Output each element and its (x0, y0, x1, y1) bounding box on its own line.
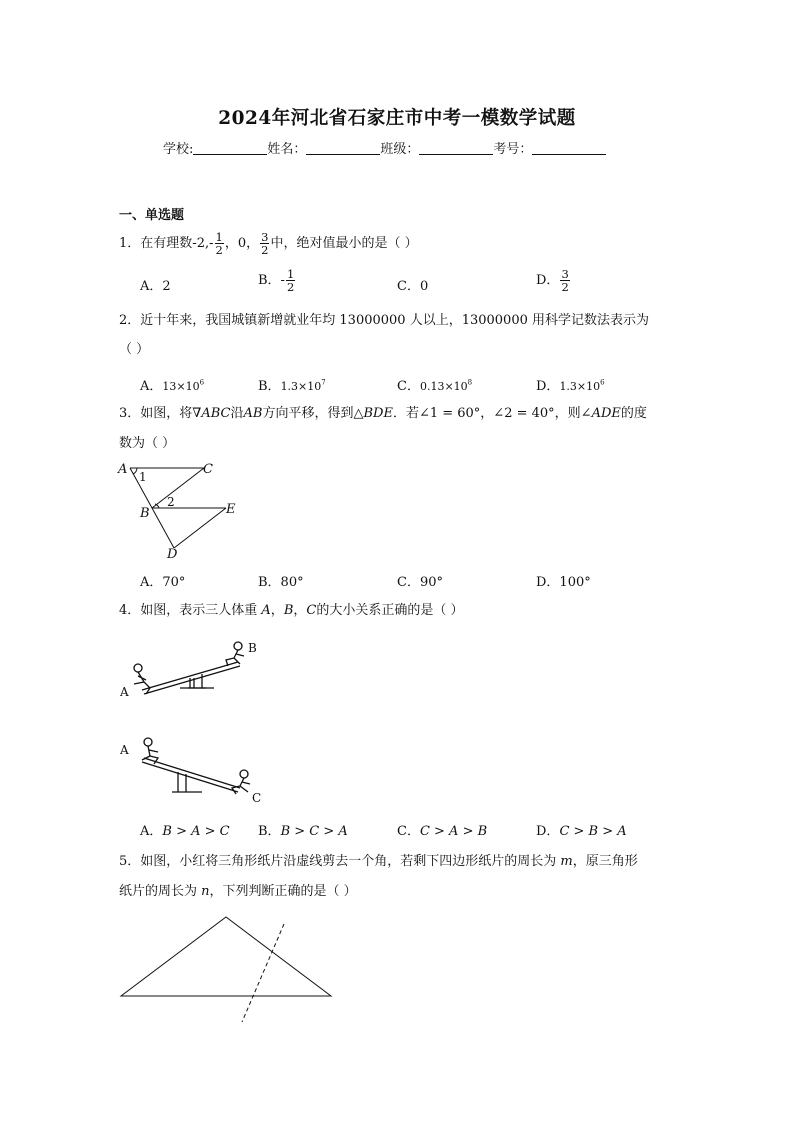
option-c[interactable]: C．$0.13\times 10^8$ (397, 378, 473, 394)
angle-1-label: 1 (139, 470, 147, 484)
option-d[interactable]: D．C > B > A (536, 824, 627, 839)
segment-ed (174, 508, 226, 548)
option-b[interactable]: B．B > C > A (258, 824, 348, 839)
option-c[interactable]: C．0 (397, 279, 429, 294)
seesaw2-label-a: A (120, 743, 129, 757)
option-a[interactable]: A．$13\times 10^6$ (140, 378, 205, 394)
number-label: 考号： (493, 142, 533, 157)
option-a[interactable]: A．B > A > C (140, 824, 230, 839)
label-d: D (167, 547, 178, 562)
seesaw-board-edge (142, 762, 238, 792)
name-label: 姓名： (267, 142, 307, 157)
dashed-cut-line (242, 924, 284, 1022)
school-label: 学校: (163, 142, 194, 157)
seesaw-figure-2 (116, 730, 276, 810)
person-b-head-icon (234, 642, 242, 650)
triangle-outline (121, 917, 331, 996)
question-2-line2: （ ） (119, 342, 150, 357)
label-b: B (140, 506, 150, 521)
label-a: A (118, 462, 128, 477)
question-text: 在有理数 (140, 236, 193, 251)
question-3-line2: 数为（ ） (119, 436, 176, 451)
fraction: $\frac{3}{2}$ (261, 230, 269, 257)
question-math: -2,- (192, 236, 214, 251)
page-title: 2024年河北省石家庄市中考一模数学试题 (218, 108, 576, 129)
person-a-body-icon (142, 746, 158, 764)
seesaw-board-edge (144, 666, 240, 694)
seesaw-board (144, 758, 240, 788)
label-e: E (226, 502, 236, 517)
option-b[interactable]: B．80° (258, 575, 304, 590)
question-5: 5．如图，小红将三角形纸片沿虚线剪去一个角，若剩下四边形纸片的周长为 m，原三角形 (119, 854, 638, 869)
number-blank[interactable] (532, 141, 606, 155)
fraction: $\frac{1}{2}$ (215, 230, 223, 257)
person-a-head-icon (144, 738, 152, 746)
student-info-line (163, 138, 606, 157)
option-d[interactable]: D．$1.3\times 10^6$ (536, 378, 605, 394)
option-c[interactable]: C．C > A > B (397, 824, 488, 839)
question-number: 1． (119, 236, 141, 251)
question-2: 2．近十年来，我国城镇新增就业年均 13000000 人以上，13000000 用科学记数法表示为 (119, 313, 650, 328)
name-blank[interactable] (306, 141, 380, 155)
school-blank[interactable] (193, 141, 267, 155)
option-d[interactable]: D．100° (536, 575, 591, 590)
question-3: 3．如图，将∇ABC沿AB方向平移，得到△BDE．若∠1 = 60°，∠2 = 40°，则∠ADE的度 (119, 406, 647, 421)
triangle-translation-figure (114, 456, 254, 566)
question-text: ，0， (224, 236, 260, 251)
option-a[interactable]: A．70° (140, 575, 186, 590)
person-a-body-icon (134, 672, 150, 694)
option-c[interactable]: C．90° (397, 575, 443, 590)
option-b[interactable]: B．- $\frac{1}{2}$ (258, 267, 295, 294)
section-heading: 一、单选题 (119, 208, 185, 223)
angle-1-arc (133, 468, 137, 474)
segment-cb (152, 468, 204, 508)
option-d[interactable]: D． $\frac{3}{2}$ (536, 267, 569, 294)
label-c: C (203, 462, 213, 477)
seesaw2-label-c: C (252, 791, 262, 805)
person-c-head-icon (240, 770, 248, 778)
angle-2-arc (155, 504, 159, 508)
class-blank[interactable] (419, 141, 493, 155)
seesaw1-label-b: B (248, 641, 257, 655)
question-5-line2: 纸片的周长为 n，下列判断正确的是（ ） (119, 884, 357, 899)
angle-2-label: 2 (167, 495, 175, 509)
question-text: 中，绝对值最小的是（ ） (270, 236, 418, 251)
seesaw1-label-a: A (120, 685, 129, 699)
question-4: 4．如图，表示三人体重 A，B，C的大小关系正确的是（ ） (119, 603, 464, 618)
person-b-body-icon (226, 650, 244, 666)
option-a[interactable]: A．2 (140, 279, 171, 294)
seesaw-figure-1 (116, 634, 266, 704)
question-1 (119, 231, 418, 256)
paper-triangle-figure (116, 912, 346, 1028)
option-b[interactable]: B．$1.3\times 10^7$ (258, 378, 326, 394)
class-label: 班级： (380, 142, 420, 157)
person-a-head-icon (134, 664, 142, 672)
